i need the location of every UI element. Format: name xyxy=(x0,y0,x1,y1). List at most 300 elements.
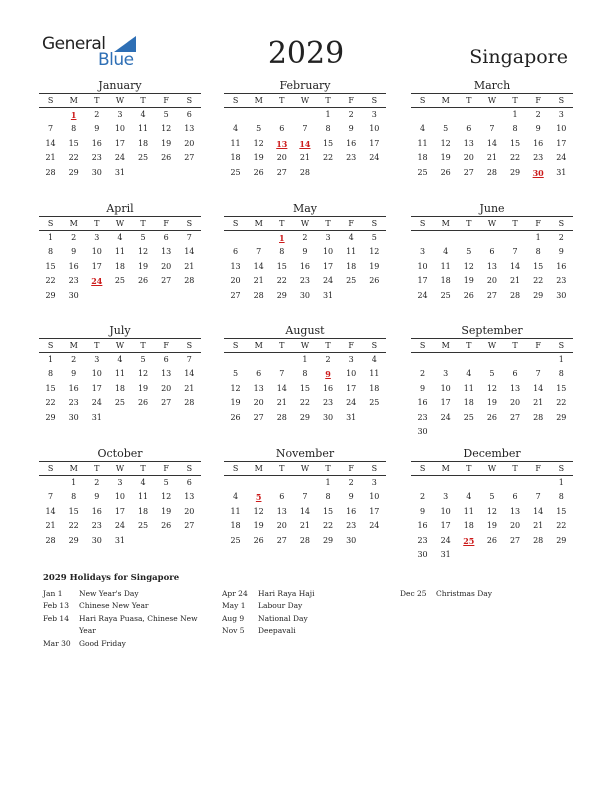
holiday-name: Good Friday xyxy=(79,638,126,648)
day-cell: 21 xyxy=(533,521,544,531)
day-cell: 30 xyxy=(91,167,102,177)
day-cell: 15 xyxy=(533,261,544,271)
empty-day-cell xyxy=(363,534,386,548)
day-cell: 15 xyxy=(299,383,311,393)
week-row xyxy=(224,476,386,490)
empty-day-cell xyxy=(293,476,316,490)
empty-day-cell xyxy=(178,289,201,303)
day-cell: 3 xyxy=(348,355,354,364)
day-cell: 13 xyxy=(463,138,474,148)
day-cell: 7 xyxy=(48,124,54,134)
month-title: June xyxy=(479,202,505,215)
day-cell: 12 xyxy=(253,506,264,516)
day-cell: 4 xyxy=(233,124,239,134)
weekday-label: S xyxy=(178,461,201,475)
day-cell: 12 xyxy=(463,261,474,271)
weekday-label: T xyxy=(270,461,293,475)
day-cell: 15 xyxy=(68,138,79,148)
day-cell: 5 xyxy=(140,355,146,364)
weekday-label: F xyxy=(155,93,178,107)
day-cell: 6 xyxy=(466,124,472,134)
week-row xyxy=(39,505,201,519)
day-cell: 11 xyxy=(417,138,428,148)
empty-day-cell xyxy=(155,289,178,303)
day-cell: 23 xyxy=(68,398,79,408)
empty-day-cell xyxy=(270,108,293,122)
weekday-header xyxy=(411,93,573,108)
empty-day-cell xyxy=(527,353,550,367)
day-cell: 24 xyxy=(440,535,451,545)
weekday-label: T xyxy=(504,338,527,352)
day-cell: 1 xyxy=(48,233,54,242)
day-cell: 6 xyxy=(163,233,169,242)
day-cell: 29 xyxy=(509,167,521,177)
day-cell: 3 xyxy=(94,355,100,364)
day-cell: 18 xyxy=(137,138,149,148)
day-cell: 17 xyxy=(369,138,380,148)
day-cell: 23 xyxy=(91,521,102,531)
day-cell: 2 xyxy=(420,492,426,502)
day-cell: 8 xyxy=(512,124,518,134)
week-row xyxy=(224,245,386,259)
day-cell: 20 xyxy=(184,506,195,516)
empty-day-cell xyxy=(434,108,457,122)
day-cell: 19 xyxy=(137,261,149,271)
day-cell: 24 xyxy=(369,521,380,531)
month-july xyxy=(39,324,201,425)
weekday-label: W xyxy=(293,338,316,352)
weekday-label: T xyxy=(132,338,155,352)
empty-day-cell xyxy=(434,353,457,367)
day-cell: 3 xyxy=(558,110,564,119)
day-cell: 24 xyxy=(440,412,451,422)
holiday-date: May 1 xyxy=(222,601,246,611)
day-cell: 19 xyxy=(253,153,264,163)
day-cell: 7 xyxy=(535,369,541,379)
day-cell: 28 xyxy=(533,412,544,422)
empty-day-cell xyxy=(132,534,155,548)
day-cell: 8 xyxy=(302,369,308,379)
day-cell: 24 xyxy=(114,153,126,163)
week-row xyxy=(224,166,386,180)
week-row xyxy=(411,137,573,151)
weekday-label: S xyxy=(178,338,201,352)
day-cell: 9 xyxy=(302,247,308,257)
day-cell: 22 xyxy=(45,276,56,286)
day-cell: 12 xyxy=(369,247,380,257)
holiday-column-1 xyxy=(43,588,203,650)
weekday-label: T xyxy=(504,216,527,230)
weekday-label: T xyxy=(132,216,155,230)
weekday-label: M xyxy=(247,461,270,475)
empty-day-cell xyxy=(411,476,434,490)
weekday-label: T xyxy=(317,461,340,475)
week-row xyxy=(39,367,201,381)
day-cell: 17 xyxy=(346,383,357,393)
day-cell: 14 xyxy=(276,383,287,393)
day-cell: 13 xyxy=(161,247,172,257)
day-cell: 23 xyxy=(346,521,357,531)
day-cell: 17 xyxy=(114,138,126,148)
day-cell: 20 xyxy=(161,383,172,393)
week-row xyxy=(224,122,386,136)
holiday-day: 24 xyxy=(91,276,103,287)
day-cell: 27 xyxy=(509,412,521,422)
empty-day-cell xyxy=(550,548,573,562)
day-cell: 20 xyxy=(184,138,195,148)
logo-blue-text: Blue xyxy=(98,50,134,70)
day-cell: 18 xyxy=(463,521,474,531)
weekday-header xyxy=(411,461,573,476)
day-cell: 21 xyxy=(299,153,311,163)
day-cell: 28 xyxy=(299,167,311,177)
day-cell: 24 xyxy=(556,153,567,163)
week-row xyxy=(411,289,573,303)
weekday-label: S xyxy=(411,93,434,107)
holiday-item xyxy=(222,625,382,637)
week-row xyxy=(411,108,573,122)
holiday-name: Christmas Day xyxy=(436,589,492,598)
day-cell: 25 xyxy=(230,167,241,177)
day-cell: 17 xyxy=(556,138,567,148)
month-title: January xyxy=(98,79,142,92)
week-row xyxy=(39,396,201,410)
week-row xyxy=(411,411,573,425)
weekday-label: W xyxy=(108,461,131,475)
day-cell: 20 xyxy=(463,153,474,163)
day-cell: 21 xyxy=(184,261,195,271)
empty-day-cell xyxy=(457,353,480,367)
month-title: March xyxy=(473,79,511,92)
month-title: November xyxy=(275,447,335,460)
weekday-label: F xyxy=(155,338,178,352)
day-cell: 11 xyxy=(137,492,149,502)
week-row xyxy=(411,353,573,367)
empty-day-cell xyxy=(550,425,573,439)
week-row xyxy=(39,274,201,288)
weekday-label: W xyxy=(293,216,316,230)
weekday-label: T xyxy=(85,461,108,475)
weekday-label: M xyxy=(247,216,270,230)
day-cell: 1 xyxy=(48,355,54,364)
day-cell: 17 xyxy=(369,506,380,516)
day-cell: 3 xyxy=(443,492,449,502)
week-row xyxy=(411,260,573,274)
weekday-label: S xyxy=(39,216,62,230)
day-cell: 18 xyxy=(137,506,149,516)
day-cell: 28 xyxy=(533,535,544,545)
day-cell: 4 xyxy=(443,247,449,257)
day-cell: 30 xyxy=(299,290,311,300)
weekday-label: T xyxy=(317,216,340,230)
empty-day-cell xyxy=(363,289,386,303)
day-cell: 4 xyxy=(420,124,426,134)
holiday-date: Apr 24 xyxy=(222,589,248,598)
day-cell: 16 xyxy=(417,398,428,408)
day-cell: 2 xyxy=(558,233,564,242)
week-row xyxy=(224,353,386,367)
day-cell: 12 xyxy=(253,138,264,148)
holiday-day: 13 xyxy=(276,138,288,149)
weekday-label: S xyxy=(39,338,62,352)
day-cell: 26 xyxy=(486,412,498,422)
day-cell: 23 xyxy=(417,412,428,422)
weekday-header xyxy=(39,216,201,231)
weekday-label: M xyxy=(62,216,85,230)
day-cell: 31 xyxy=(91,412,102,422)
day-cell: 28 xyxy=(45,535,56,545)
day-cell: 18 xyxy=(463,398,474,408)
day-cell: 3 xyxy=(443,369,449,379)
day-cell: 10 xyxy=(417,261,428,271)
empty-day-cell xyxy=(224,231,247,245)
month-november xyxy=(224,447,386,548)
day-cell: 28 xyxy=(509,290,521,300)
empty-day-cell xyxy=(39,476,62,490)
day-cell: 14 xyxy=(533,383,544,393)
weekday-label: W xyxy=(293,461,316,475)
holiday-item xyxy=(43,588,203,600)
day-cell: 1 xyxy=(302,355,308,364)
day-cell: 1 xyxy=(558,355,564,364)
day-cell: 24 xyxy=(417,290,428,300)
week-row xyxy=(411,505,573,519)
weekday-label: W xyxy=(293,93,316,107)
week-row xyxy=(411,519,573,533)
empty-day-cell xyxy=(178,166,201,180)
empty-day-cell xyxy=(155,166,178,180)
week-row xyxy=(224,519,386,533)
month-title: February xyxy=(279,79,331,92)
day-cell: 19 xyxy=(440,153,451,163)
empty-day-cell xyxy=(480,231,503,245)
weekday-label: M xyxy=(434,461,457,475)
empty-day-cell xyxy=(527,548,550,562)
day-cell: 25 xyxy=(417,167,428,177)
day-cell: 14 xyxy=(184,369,195,379)
weekday-label: W xyxy=(480,461,503,475)
weekday-label: S xyxy=(550,338,573,352)
weekday-label: S xyxy=(411,461,434,475)
holiday-column-3 xyxy=(400,588,526,600)
day-cell: 17 xyxy=(417,276,428,286)
day-cell: 31 xyxy=(346,412,357,422)
weekday-label: F xyxy=(527,338,550,352)
day-cell: 9 xyxy=(558,247,564,257)
weekday-label: F xyxy=(527,216,550,230)
week-row xyxy=(411,166,573,180)
weekday-label: M xyxy=(434,93,457,107)
day-cell: 29 xyxy=(556,535,567,545)
day-cell: 29 xyxy=(299,412,311,422)
day-cell: 22 xyxy=(299,398,311,408)
day-cell: 24 xyxy=(322,276,334,286)
day-cell: 11 xyxy=(463,506,474,516)
empty-day-cell xyxy=(457,108,480,122)
holiday-column-2 xyxy=(222,588,382,638)
empty-day-cell xyxy=(363,166,386,180)
day-cell: 2 xyxy=(348,110,354,119)
weekday-label: F xyxy=(155,461,178,475)
day-cell: 19 xyxy=(463,276,474,286)
weekday-label: T xyxy=(132,93,155,107)
day-cell: 29 xyxy=(45,412,56,422)
day-cell: 19 xyxy=(369,261,380,271)
day-cell: 23 xyxy=(533,153,544,163)
week-row xyxy=(411,425,573,439)
day-cell: 5 xyxy=(233,369,239,379)
day-cell: 15 xyxy=(322,506,334,516)
month-title: July xyxy=(109,324,131,337)
day-cell: 23 xyxy=(417,535,428,545)
day-cell: 6 xyxy=(489,247,495,257)
holiday-date: Nov 5 xyxy=(222,626,245,636)
week-row xyxy=(224,151,386,165)
day-cell: 26 xyxy=(161,521,172,531)
day-cell: 30 xyxy=(68,412,79,422)
day-cell: 14 xyxy=(184,247,195,257)
day-cell: 14 xyxy=(299,506,311,516)
day-cell: 15 xyxy=(45,261,56,271)
day-cell: 3 xyxy=(420,247,426,257)
empty-day-cell xyxy=(224,476,247,490)
day-cell: 4 xyxy=(140,110,146,119)
day-cell: 17 xyxy=(91,383,102,393)
day-cell: 25 xyxy=(137,521,149,531)
empty-day-cell xyxy=(132,289,155,303)
holiday-day: 25 xyxy=(463,535,475,546)
empty-day-cell xyxy=(504,548,527,562)
day-cell: 26 xyxy=(369,276,380,286)
holiday-item xyxy=(43,638,203,650)
day-cell: 4 xyxy=(466,369,472,379)
empty-day-cell xyxy=(480,108,503,122)
weekday-label: F xyxy=(527,461,550,475)
month-december xyxy=(411,447,573,562)
weekday-label: W xyxy=(480,338,503,352)
weekday-label: S xyxy=(178,93,201,107)
day-cell: 29 xyxy=(556,412,567,422)
day-cell: 20 xyxy=(161,261,172,271)
empty-day-cell xyxy=(480,353,503,367)
day-cell: 6 xyxy=(186,478,192,487)
day-cell: 10 xyxy=(369,492,380,502)
day-cell: 27 xyxy=(276,535,287,545)
week-row xyxy=(39,519,201,533)
weekday-label: S xyxy=(550,93,573,107)
day-cell: 23 xyxy=(299,276,311,286)
empty-day-cell xyxy=(108,411,131,425)
week-row xyxy=(224,260,386,274)
week-row xyxy=(39,231,201,245)
day-cell: 6 xyxy=(163,355,169,364)
day-cell: 13 xyxy=(253,383,264,393)
weekday-label: S xyxy=(39,461,62,475)
empty-day-cell xyxy=(247,476,270,490)
day-cell: 5 xyxy=(466,247,472,257)
day-cell: 7 xyxy=(48,492,54,502)
holiday-item xyxy=(43,600,203,612)
day-cell: 1 xyxy=(71,478,77,487)
week-row xyxy=(411,534,573,548)
weekday-label: S xyxy=(224,93,247,107)
week-row xyxy=(39,353,201,367)
day-cell: 18 xyxy=(346,261,357,271)
week-row xyxy=(411,490,573,504)
week-row xyxy=(224,396,386,410)
day-cell: 19 xyxy=(486,521,498,531)
week-row xyxy=(411,476,573,490)
day-cell: 29 xyxy=(68,535,79,545)
day-cell: 5 xyxy=(140,233,146,242)
day-cell: 31 xyxy=(114,167,126,177)
weekday-label: T xyxy=(457,338,480,352)
day-cell: 12 xyxy=(486,383,498,393)
week-row xyxy=(224,505,386,519)
day-cell: 12 xyxy=(137,247,149,257)
weekday-label: S xyxy=(363,93,386,107)
day-cell: 7 xyxy=(256,247,262,257)
empty-day-cell xyxy=(132,411,155,425)
day-cell: 31 xyxy=(440,549,451,559)
day-cell: 11 xyxy=(230,138,241,148)
day-cell: 5 xyxy=(443,124,449,134)
day-cell: 3 xyxy=(117,478,123,487)
holiday-date: Mar 30 xyxy=(43,638,71,648)
empty-day-cell xyxy=(317,166,340,180)
weekday-label: S xyxy=(224,338,247,352)
weekday-header xyxy=(224,93,386,108)
day-cell: 1 xyxy=(558,478,564,487)
weekday-label: F xyxy=(155,216,178,230)
day-cell: 25 xyxy=(137,153,149,163)
day-cell: 23 xyxy=(91,153,102,163)
day-cell: 12 xyxy=(486,506,498,516)
day-cell: 4 xyxy=(117,355,123,364)
day-cell: 29 xyxy=(68,167,79,177)
weekday-label: S xyxy=(411,338,434,352)
day-cell: 28 xyxy=(253,290,264,300)
month-title: December xyxy=(463,447,521,460)
day-cell: 30 xyxy=(346,535,357,545)
day-cell: 28 xyxy=(276,412,287,422)
holiday-date: Feb 13 xyxy=(43,601,69,611)
day-cell: 11 xyxy=(369,369,380,379)
month-title: April xyxy=(106,202,134,215)
logo-general-text: General xyxy=(42,34,106,54)
empty-day-cell xyxy=(411,108,434,122)
day-cell: 4 xyxy=(348,233,354,242)
day-cell: 14 xyxy=(253,261,264,271)
holiday-name: Chinese New Year xyxy=(79,601,149,611)
day-cell: 29 xyxy=(276,290,287,300)
day-cell: 9 xyxy=(71,369,77,379)
day-cell: 27 xyxy=(230,290,241,300)
month-may xyxy=(224,202,386,303)
day-cell: 6 xyxy=(512,369,518,379)
holidays-title: 2029 Holidays for Singapore xyxy=(43,573,180,583)
week-row xyxy=(39,108,201,122)
month-title: October xyxy=(97,447,143,460)
day-cell: 19 xyxy=(253,521,264,531)
day-cell: 6 xyxy=(233,247,239,257)
day-cell: 20 xyxy=(230,276,241,286)
day-cell: 3 xyxy=(371,478,377,487)
day-cell: 31 xyxy=(322,290,334,300)
empty-day-cell xyxy=(39,108,62,122)
day-cell: 2 xyxy=(71,355,77,364)
day-cell: 3 xyxy=(325,233,331,242)
